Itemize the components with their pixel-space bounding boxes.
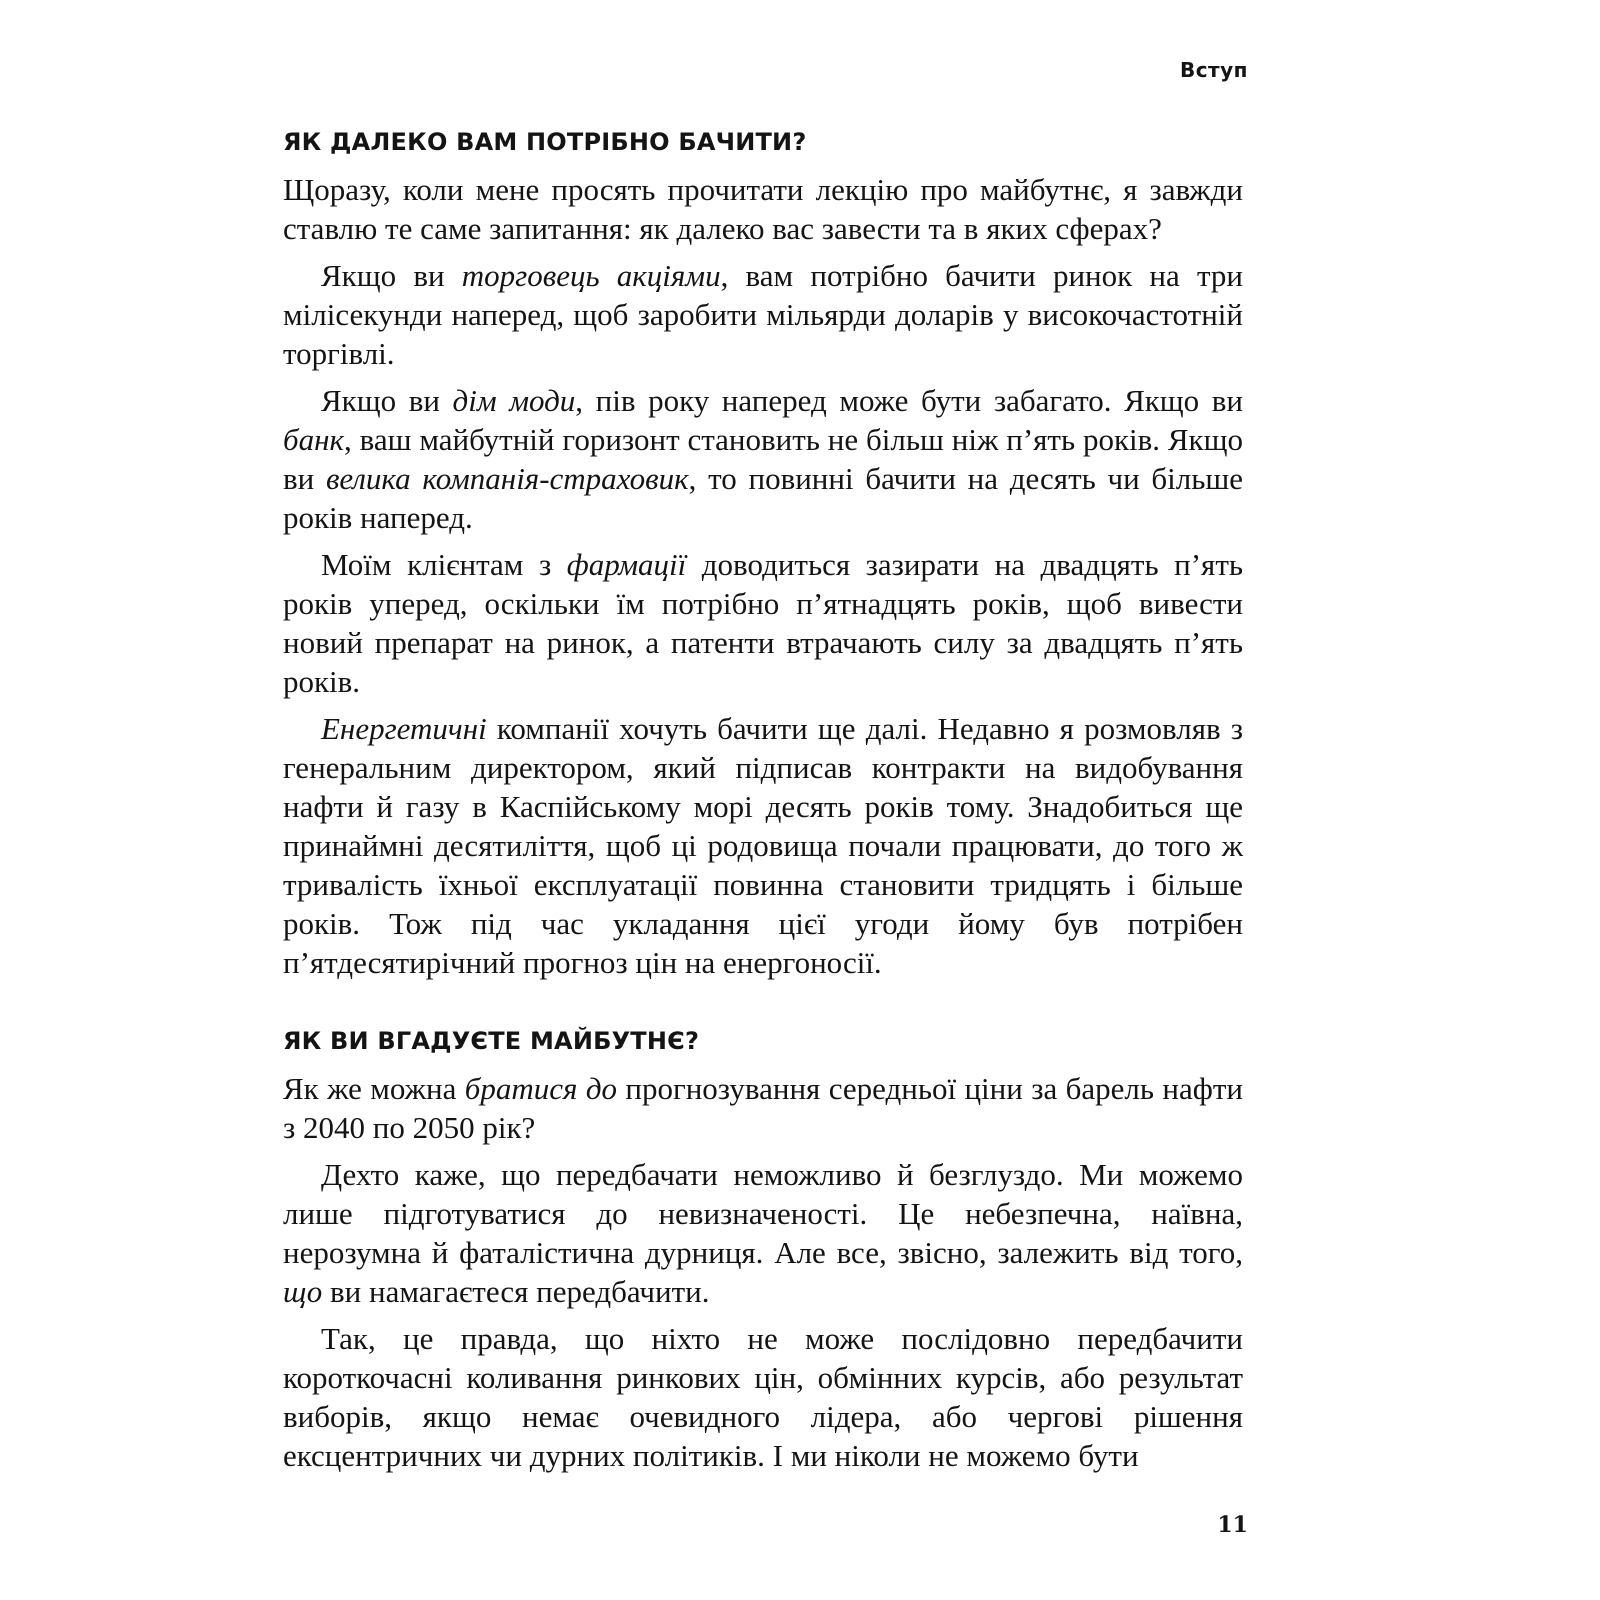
emphasis: торговець акціями [461,258,721,293]
text-run: Дехто каже, що передбачати неможливо й безглуздо. Ми можемо лише підготуватися до невизначеності. Це небезпечна, наївна, нерозумна й фаталістична дурниця. Але все, звісно, залежить від того, [283,1157,1243,1270]
paragraph [283,1155,1243,1311]
text-run: Як же можна [283,1071,465,1106]
paragraph [283,545,1243,701]
text-run: , вам потрібно бачити ринок на три мілісекунди наперед, щоб заробити мільярди доларів у високочастотній торгівлі. [283,258,1243,371]
emphasis: велика компанія-страховик [325,461,689,496]
text-run: Якщо ви [321,258,462,293]
paragraph [283,1069,1243,1147]
paragraph [283,256,1243,373]
paragraph: Так, це правда, що ніхто не може послідовно передбачити короткочасні коливання ринкових цін, обмінних курсів, або результат виборів, якщо немає очевидного лідера, або чергові рішення ексцентричних чи дурних політиків. І ми ніколи не можемо бути [283,1321,1243,1473]
text-run: компанії хочуть бачити ще далі. Недавно я розмовляв з генеральним директором, який підписав контракти на видобування нафти й газу в Каспійському морі десять років тому. Знадобиться ще принаймні десятиліття, щоб ці родовища почали працювати, до того ж тривалість їхньої експлуатації повинна становити тридцять і більше років. Тож під час укладання цієї угоди йому був потрібен п’ятдесятирічний прогноз цін на енергоносії. [283,711,1243,980]
running-head: Вступ [1179,58,1248,82]
emphasis: дім моди [452,383,576,418]
paragraph [283,381,1243,537]
text-run: доводиться зазирати на двадцять п’ять років уперед, оскільки їм потрібно п’ятнадцять років, щоб вивести новий препарат на ринок, а патенти втрачають силу за двадцять п’ять років. [283,547,1244,699]
text-run: ви намагаєтеся передбачити. [322,1274,710,1309]
paragraph [283,709,1243,982]
text-run: , то повинні бачити на десять чи більше років наперед. [283,461,1244,535]
text-run: Якщо ви [321,383,453,418]
emphasis: фармації [566,547,687,582]
text-run: прогнозування середньої ціни за барель нафти з 2040 по 2050 рік? [283,1071,1243,1145]
emphasis: братися до [464,1071,618,1106]
emphasis: Енергетичні [321,711,487,746]
section-heading-guess-future: ЯК ВИ ВГАДУЄТЕ МАЙБУТНЄ? [283,1027,700,1055]
page-body [283,117,1243,1483]
text-run: Моїм клієнтам з [321,547,567,582]
text-run: , ваш майбутній горизонт становить не більш ніж п’ять років. Якщо ви [283,422,1243,496]
page-number: 11 [1217,1512,1248,1538]
emphasis: банк [283,422,344,457]
text-run: , пів року наперед може бути забагато. Якщо ви [575,383,1244,418]
emphasis: що [283,1274,323,1309]
section-heading-how-far: ЯК ДАЛЕКО ВАМ ПОТРІБНО БАЧИТИ? [283,128,807,156]
paragraph: Щоразу, коли мене просять прочитати лекцію про майбутнє, я завжди ставлю те саме запитання: як далеко вас завести та в яких сферах? [283,172,1243,246]
